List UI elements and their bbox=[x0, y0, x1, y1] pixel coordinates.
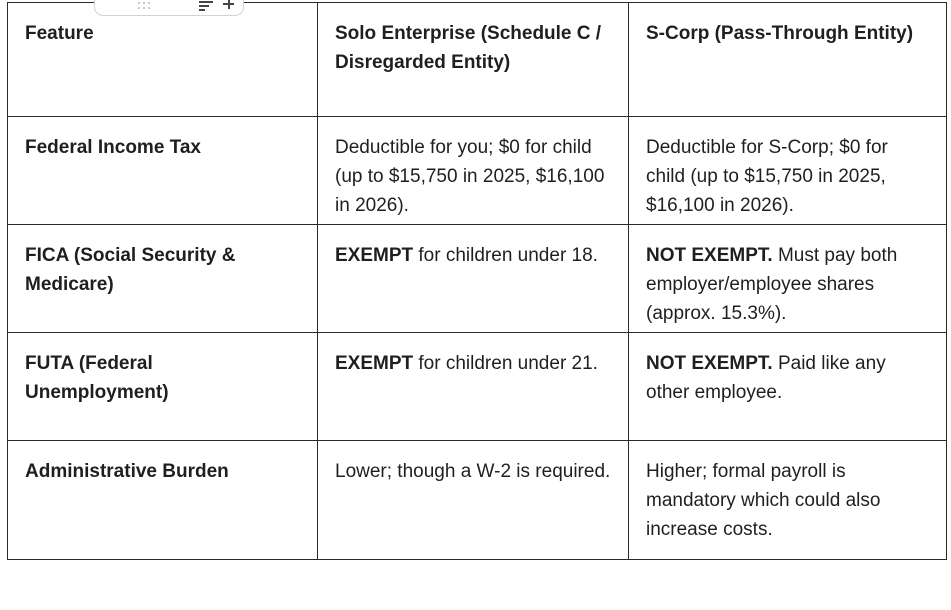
cell-emphasis: NOT EXEMPT. bbox=[646, 245, 773, 266]
table-row bbox=[8, 441, 947, 560]
cell-text: Higher; formal payroll is mandatory which could also increase costs. bbox=[646, 461, 881, 540]
table-row bbox=[8, 117, 947, 225]
comparison-table bbox=[7, 2, 947, 560]
drag-handle-icon[interactable] bbox=[138, 2, 150, 10]
comparison-table-container bbox=[7, 2, 946, 610]
solo-enterprise-cell bbox=[318, 117, 629, 225]
row-feature-label: FUTA (Federal Unemployment) bbox=[8, 333, 318, 441]
s-corp-cell bbox=[629, 117, 947, 225]
cell-emphasis: EXEMPT bbox=[335, 353, 414, 374]
s-corp-cell bbox=[629, 225, 947, 333]
cell-text: Deductible for S-Corp; $0 for child (up to $15,750 in 2025, $16,100 in 2026). bbox=[646, 137, 888, 216]
cell-text: for children under 18. bbox=[413, 245, 598, 266]
row-feature-label: Federal Income Tax bbox=[8, 117, 318, 225]
header-s-corp: S-Corp (Pass-Through Entity) bbox=[629, 3, 947, 117]
table-handle-toolbar bbox=[94, 0, 244, 16]
header-solo-enterprise: Solo Enterprise (Schedule C / Disregarded Entity) bbox=[318, 3, 629, 117]
cell-text: for children under 21. bbox=[413, 353, 598, 374]
cell-emphasis: EXEMPT bbox=[335, 245, 414, 266]
cell-emphasis: NOT EXEMPT. bbox=[646, 353, 773, 374]
cell-text: Paid like any other employee. bbox=[646, 353, 886, 403]
cell-text: Deductible for you; $0 for child (up to $15,750 in 2025, $16,100 in 2026). bbox=[335, 137, 605, 216]
row-feature-label: FICA (Social Security & Medicare) bbox=[8, 225, 318, 333]
sort-icon[interactable] bbox=[199, 1, 213, 11]
solo-enterprise-cell bbox=[318, 441, 629, 560]
table-row bbox=[8, 333, 947, 441]
cell-text: Lower; though a W-2 is required. bbox=[335, 461, 611, 482]
cell-text: Must pay both employer/employee shares (approx. 15.3%). bbox=[646, 245, 898, 324]
s-corp-cell bbox=[629, 441, 947, 560]
s-corp-cell bbox=[629, 333, 947, 441]
table-header-row bbox=[8, 3, 947, 117]
add-icon[interactable] bbox=[223, 0, 234, 9]
solo-enterprise-cell bbox=[318, 225, 629, 333]
row-feature-label: Administrative Burden bbox=[8, 441, 318, 560]
solo-enterprise-cell bbox=[318, 333, 629, 441]
header-feature: Feature bbox=[8, 3, 318, 117]
table-row bbox=[8, 225, 947, 333]
